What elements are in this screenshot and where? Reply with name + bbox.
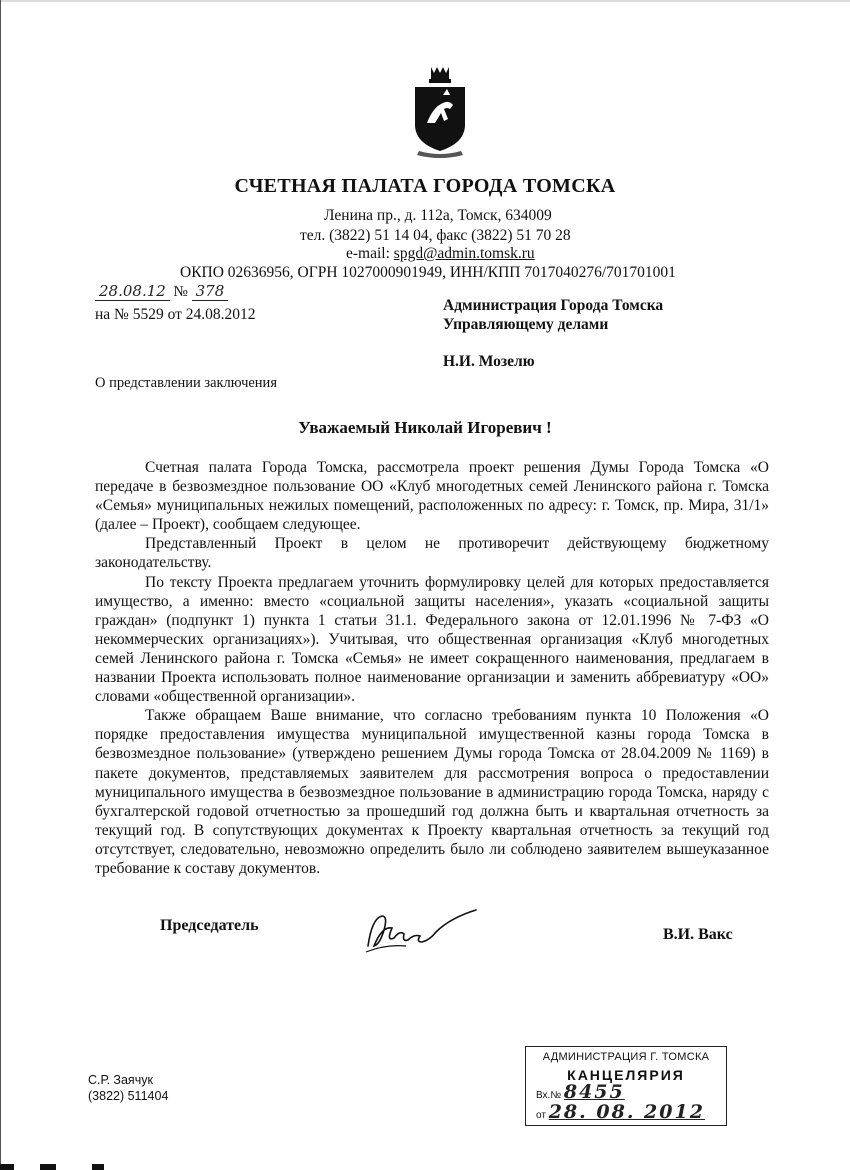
stamp-organization: АДМИНИСТРАЦИЯ Г. ТОМСКА bbox=[542, 1051, 710, 1063]
organization-phone-fax: тел. (3822) 51 14 04, факс (3822) 51 70 28 bbox=[300, 227, 571, 244]
organization-address: Ленина пр., д. 112а, Томск, 634009 bbox=[324, 207, 552, 224]
addressee-organization: Администрация Города Томска bbox=[443, 297, 664, 314]
body-paragraph: Счетная палата Города Томска, рассмотрела проект решения Думы Города Томска «О передаче в безвозмездное пользование ОО «Клуб многодетных семей Ленинского района г. Томска «Семья» муниципальных нежилых помещений, расположенных по адресу: г. Томск, пр. Мира, 31/1» (далее – Проект), сообщаем следующее. bbox=[95, 459, 769, 534]
letter-subject: О представлении заключения bbox=[95, 375, 277, 391]
registration-line bbox=[95, 282, 228, 301]
executor-block bbox=[88, 1072, 168, 1104]
organization-email-line bbox=[346, 245, 535, 263]
signatory-name: В.И. Вакс bbox=[663, 926, 733, 943]
letter-body bbox=[95, 458, 769, 878]
handwritten-signature bbox=[360, 900, 490, 960]
letter-greeting: Уважаемый Николай Игоревич ! bbox=[298, 418, 552, 437]
organization-codes: ОКПО 02636956, ОГРН 1027000901949, ИНН/КПП 7017040276/701701001 bbox=[180, 264, 676, 281]
incoming-registration-stamp bbox=[525, 1046, 727, 1126]
executor-phone: (3822) 511404 bbox=[88, 1089, 169, 1103]
body-paragraph: Также обращаем Ваше внимание, что согласно требованиям пункта 10 Положения «О порядке предоставления имущества муниципальной имущественной казны города Томска в безвозмездное пользование» (утверждено решением Думы города Томска от 28.04.2009 № 1169) в пакете документов, представляемых заявителем для рассмотрения вопроса о предоставлении муниципального имущества в безвозмездное пользование в администрацию города Томска, наряду с бухгалтерской годовой отчетностью за прошедший год должна быть и квартальная отчетность за текущий год. В сопутствующих документах к Проекту квартальная отчетность за текущий год отсутствует, следовательно, невозможно определить было ли соблюдено заявителем вышеуказанное требование к составу документов. bbox=[95, 707, 769, 877]
registration-reference: на № 5529 от 24.08.2012 bbox=[95, 306, 256, 323]
body-paragraph: Представленный Проект в целом не противоречит действующему бюджетному законодательству. bbox=[95, 535, 769, 572]
email-label: e-mail: bbox=[346, 245, 394, 262]
registration-date: 28.08.12 bbox=[95, 282, 170, 301]
stamp-date-row bbox=[536, 1101, 705, 1123]
executor-name: С.Р. Заячук bbox=[88, 1073, 153, 1087]
stamp-incoming-number-row bbox=[536, 1081, 625, 1103]
addressee-position: Управляющему делами bbox=[443, 316, 609, 333]
scan-artifacts bbox=[0, 1162, 850, 1170]
addressee-name: Н.И. Мозелю bbox=[443, 353, 535, 370]
scan-border bbox=[0, 0, 850, 2]
registration-number: 378 bbox=[192, 282, 229, 301]
stamp-date-label: от bbox=[536, 1110, 546, 1121]
stamp-in-label: Вх.№ bbox=[536, 1090, 562, 1101]
email-link[interactable]: spgd@admin.tomsk.ru bbox=[393, 245, 535, 262]
registration-number-label: № bbox=[173, 284, 188, 300]
tomsk-coat-of-arms-icon bbox=[405, 65, 475, 160]
stamp-in-number: 8455 bbox=[563, 1081, 625, 1103]
stamp-date: 28. 08. 2012 bbox=[548, 1101, 705, 1123]
body-paragraph: По тексту Проекта предлагаем уточнить формулировку целей для которых предоставляется имущество, а именно: вместо «социальной защиты населения», указать «социальной защиты граждан» (подпункт 1) пункта 1 статьи 31.1. Федерального закона от 12.01.1996 № 7-ФЗ «О некоммерческих организациях»). Учитывая, что общественная организация «Клуб многодетных семей Ленинского района г. Томска «Семья» не имеет сокращенного наименования, предлагаем в названии Проекта использовать полное наименование организации и заменить аббревиатуру «ОО» словами «общественной организации». bbox=[95, 573, 769, 706]
organization-title: СЧЕТНАЯ ПАЛАТА ГОРОДА ТОМСКА bbox=[234, 175, 616, 197]
signatory-title: Председатель bbox=[160, 917, 259, 934]
stamp-department: КАНЦЕЛЯРИЯ bbox=[567, 1067, 685, 1083]
